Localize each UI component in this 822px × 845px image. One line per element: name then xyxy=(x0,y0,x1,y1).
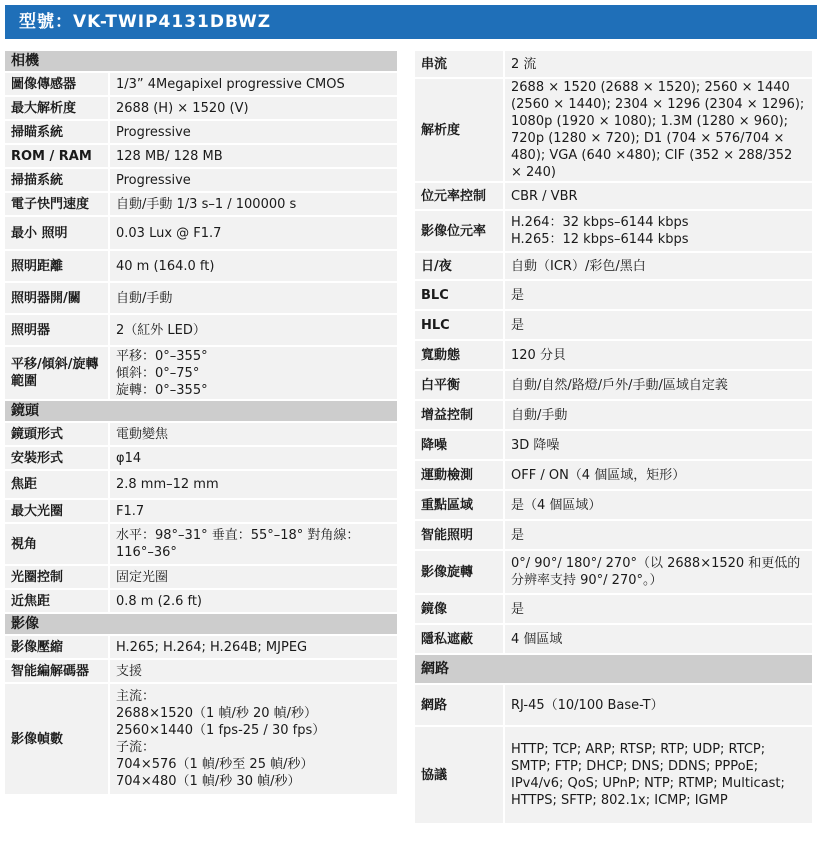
section-filler xyxy=(108,51,397,71)
spec-row xyxy=(5,73,397,95)
spec-label: BLC xyxy=(415,281,503,309)
spec-value: 2.8 mm–12 mm xyxy=(108,471,397,498)
section-header xyxy=(5,614,397,634)
spec-label: 圖像傳感器 xyxy=(5,73,108,95)
spec-row xyxy=(415,371,812,399)
spec-label: 照明器開/關 xyxy=(5,283,108,313)
spec-value: 120 分貝 xyxy=(503,341,812,369)
spec-row xyxy=(5,347,397,399)
spec-value: OFF / ON（4 個區域，矩形） xyxy=(503,461,812,489)
section-filler xyxy=(503,655,812,683)
spec-label: 最大光圈 xyxy=(5,500,108,522)
spec-value: Progressive xyxy=(108,121,397,143)
spec-label: 隱私遮蔽 xyxy=(415,625,503,653)
spec-value: 是 xyxy=(503,595,812,623)
spec-value: 1/3” 4Megapixel progressive CMOS xyxy=(108,73,397,95)
spec-row xyxy=(415,727,812,823)
spec-row xyxy=(415,461,812,489)
spec-row xyxy=(5,660,397,682)
spec-row xyxy=(5,590,397,612)
spec-row xyxy=(415,551,812,593)
right-spec-table xyxy=(415,49,812,825)
spec-value: 0.8 m (2.6 ft) xyxy=(108,590,397,612)
spec-row xyxy=(5,636,397,658)
spec-label: 鏡像 xyxy=(415,595,503,623)
spec-value: 128 MB/ 128 MB xyxy=(108,145,397,167)
section-title: 影像 xyxy=(5,614,108,634)
spec-value: 平移：0°–355° 傾斜：0°–75° 旋轉：0°–355° xyxy=(108,347,397,399)
spec-row xyxy=(415,51,812,77)
spec-row xyxy=(5,145,397,167)
spec-value: 2 流 xyxy=(503,51,812,77)
spec-row xyxy=(415,183,812,209)
spec-label: 影像壓縮 xyxy=(5,636,108,658)
spec-row xyxy=(415,281,812,309)
spec-row xyxy=(5,121,397,143)
spec-value: 水平：98°–31° 垂直：55°–18° 對角線：116°–36° xyxy=(108,524,397,564)
spec-label: 照明器 xyxy=(5,315,108,345)
spec-value: H.265; H.264; H.264B; MJPEG xyxy=(108,636,397,658)
spec-value: HTTP; TCP; ARP; RTSP; RTP; UDP; RTCP; SMTP; FTP; DHCP; DNS; DDNS; PPPoE; IPv4/v6; QoS; UPnP; NTP; RTMP; Multicast; HTTPS; SFTP; 802.1x; ICMP; IGMP xyxy=(503,727,812,823)
spec-row xyxy=(5,684,397,794)
spec-row xyxy=(415,491,812,519)
section-filler xyxy=(108,614,397,634)
spec-row xyxy=(5,524,397,564)
spec-value: 支援 xyxy=(108,660,397,682)
spec-label: 最小 照明 xyxy=(5,217,108,249)
section-title: 相機 xyxy=(5,51,108,71)
spec-row xyxy=(5,169,397,191)
spec-row xyxy=(415,625,812,653)
spec-row xyxy=(5,566,397,588)
spec-value: 主流： 2688×1520（1 幀/秒 20 幀/秒） 2560×1440（1 fps-25 / 30 fps） 子流： 704×576（1 幀/秒至 25 幀/秒） 704×480（1 幀/秒 30 幀/秒） xyxy=(108,684,397,794)
spec-label: 影像旋轉 xyxy=(415,551,503,593)
spec-value: F1.7 xyxy=(108,500,397,522)
section-filler xyxy=(108,401,397,421)
spec-label: 近焦距 xyxy=(5,590,108,612)
spec-label: 電子快門速度 xyxy=(5,193,108,215)
spec-label: 解析度 xyxy=(415,79,503,181)
spec-label: 串流 xyxy=(415,51,503,77)
spec-label: 白平衡 xyxy=(415,371,503,399)
spec-label: 日/夜 xyxy=(415,253,503,279)
spec-row xyxy=(5,193,397,215)
spec-value: 是（4 個區域） xyxy=(503,491,812,519)
model-title: 型號：VK-TWIP4131DBWZ xyxy=(5,5,817,39)
spec-value: 自動/自然/路燈/戶外/手動/區域自定義 xyxy=(503,371,812,399)
spec-label: 重點區域 xyxy=(415,491,503,519)
spec-value: 固定光圈 xyxy=(108,566,397,588)
spec-row xyxy=(415,401,812,429)
spec-row xyxy=(415,211,812,251)
left-spec-table xyxy=(5,49,397,796)
spec-value: 自動/手動 1/3 s–1 / 100000 s xyxy=(108,193,397,215)
section-header xyxy=(5,401,397,421)
spec-row xyxy=(415,685,812,725)
spec-row xyxy=(5,251,397,281)
spec-row xyxy=(415,341,812,369)
spec-row xyxy=(5,500,397,522)
spec-label: 影像位元率 xyxy=(415,211,503,251)
spec-label: ROM / RAM xyxy=(5,145,108,167)
spec-row xyxy=(415,431,812,459)
spec-label: 平移/傾斜/旋轉範圍 xyxy=(5,347,108,399)
spec-label: 網路 xyxy=(415,685,503,725)
spec-row xyxy=(5,217,397,249)
spec-label: 鏡頭形式 xyxy=(5,423,108,445)
section-title: 鏡頭 xyxy=(5,401,108,421)
spec-value: Progressive xyxy=(108,169,397,191)
spec-row xyxy=(5,447,397,469)
spec-label: 光圈控制 xyxy=(5,566,108,588)
spec-value: 自動（ICR）/彩色/黑白 xyxy=(503,253,812,279)
spec-value: 是 xyxy=(503,281,812,309)
spec-label: HLC xyxy=(415,311,503,339)
spec-value: 4 個區域 xyxy=(503,625,812,653)
spec-row xyxy=(5,315,397,345)
spec-row xyxy=(415,521,812,549)
spec-row xyxy=(415,311,812,339)
spec-label: 降噪 xyxy=(415,431,503,459)
spec-label: 最大解析度 xyxy=(5,97,108,119)
section-header xyxy=(415,655,812,683)
spec-label: 智能編解碼器 xyxy=(5,660,108,682)
spec-row xyxy=(415,79,812,181)
spec-value: 40 m (164.0 ft) xyxy=(108,251,397,281)
spec-value: RJ-45（10/100 Base-T） xyxy=(503,685,812,725)
spec-value: 3D 降噪 xyxy=(503,431,812,459)
spec-value: CBR / VBR xyxy=(503,183,812,209)
spec-row xyxy=(5,471,397,498)
spec-value: φ14 xyxy=(108,447,397,469)
spec-value: 2（紅外 LED） xyxy=(108,315,397,345)
spec-value: 2688 (H) × 1520 (V) xyxy=(108,97,397,119)
spec-row xyxy=(5,97,397,119)
spec-label: 焦距 xyxy=(5,471,108,498)
spec-label: 寬動態 xyxy=(415,341,503,369)
spec-label: 位元率控制 xyxy=(415,183,503,209)
spec-value: 2688 × 1520 (2688 × 1520); 2560 × 1440 (2560 × 1440); 2304 × 1296 (2304 × 1296); 1080p (1920 × 1080); 1.3M (1280 × 960); 720p (1280 × 720); D1 (704 × 576/704 × 480); VGA (640 ×480); CIF (352 × 288/352 × 240) xyxy=(503,79,812,181)
spec-label: 協議 xyxy=(415,727,503,823)
section-header xyxy=(5,51,397,71)
spec-row xyxy=(5,283,397,313)
spec-value: 是 xyxy=(503,521,812,549)
spec-label: 掃描系統 xyxy=(5,169,108,191)
spec-row xyxy=(415,253,812,279)
section-title: 網路 xyxy=(415,655,503,683)
spec-value: 0°/ 90°/ 180°/ 270°（以 2688×1520 和更低的分辨率支持 90°/ 270°。） xyxy=(503,551,812,593)
spec-row xyxy=(5,423,397,445)
spec-value: 電動變焦 xyxy=(108,423,397,445)
spec-label: 掃瞄系統 xyxy=(5,121,108,143)
left-spec-column xyxy=(5,49,397,796)
spec-label: 照明距離 xyxy=(5,251,108,281)
spec-label: 智能照明 xyxy=(415,521,503,549)
spec-value: 自動/手動 xyxy=(503,401,812,429)
spec-label: 增益控制 xyxy=(415,401,503,429)
spec-label: 影像幀數 xyxy=(5,684,108,794)
spec-label: 安裝形式 xyxy=(5,447,108,469)
right-spec-column xyxy=(415,49,812,825)
spec-value: 自動/手動 xyxy=(108,283,397,313)
spec-value: 0.03 Lux @ F1.7 xyxy=(108,217,397,249)
spec-value: H.264：32 kbps–6144 kbps H.265：12 kbps–6144 kbps xyxy=(503,211,812,251)
spec-label: 視角 xyxy=(5,524,108,564)
spec-row xyxy=(415,595,812,623)
spec-label: 運動檢測 xyxy=(415,461,503,489)
spec-value: 是 xyxy=(503,311,812,339)
